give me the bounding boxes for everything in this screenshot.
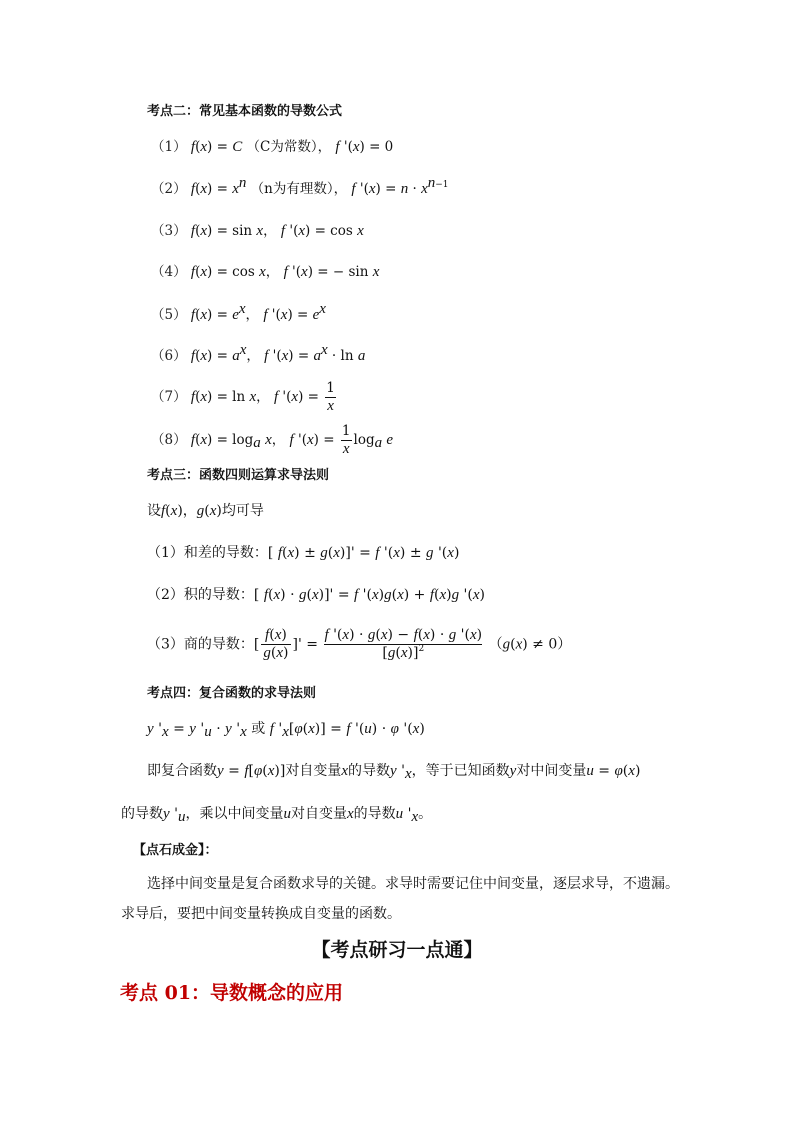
tip-text-2: 求导后，要把中间变量转换成自变量的函数。 bbox=[121, 906, 401, 922]
fraction: $\frac{1}{x}$ bbox=[341, 423, 351, 457]
formula-2: （2） $f(x) = x^n$ （n为有理数）， f '$(x) = n \cdot x^{n-1}$ bbox=[151, 175, 449, 197]
rule-label: （2）积的导数： bbox=[147, 587, 254, 603]
formula-7: （7） f(x) = ln x， f '(x) = $\frac{1}{x}$ bbox=[151, 380, 335, 414]
formula-number: （7） bbox=[151, 389, 187, 405]
formula-number: （4） bbox=[151, 264, 187, 280]
fraction: $\frac{f(x)}{g(x)}$ bbox=[263, 627, 289, 661]
text: 或 bbox=[251, 721, 266, 737]
text: （ bbox=[488, 636, 503, 653]
formula-note: ， bbox=[271, 432, 286, 448]
formula-note: （C为常数）， bbox=[246, 139, 332, 155]
formula-4: （4） f(x) = cos x， f '(x) = − sin x bbox=[151, 264, 380, 280]
text: 的导数 bbox=[121, 806, 163, 822]
heading-composite-rule: 考点四：复合函数的求导法则 bbox=[147, 686, 317, 701]
formula-1: （1） f(x) = C （C为常数）， f '(x) = 0 bbox=[151, 139, 394, 155]
formula-note: ， bbox=[256, 389, 270, 405]
tip-text-1: 选择中间变量是复合函数求导的关键。求导时需要记住中间变量，逐层求导，不遗漏。 bbox=[147, 876, 679, 892]
text: 。 bbox=[418, 806, 433, 822]
formula-number: （1） bbox=[151, 139, 187, 155]
formula-number: （8） bbox=[151, 432, 187, 448]
rules-intro: 设f(x)，g(x)均可导 bbox=[147, 503, 264, 519]
formula-note: ， bbox=[263, 223, 277, 239]
section-title: 【考点研习一点通】 bbox=[311, 939, 483, 961]
fraction: $\frac{1}{x}$ bbox=[326, 380, 335, 414]
formula-number: （3） bbox=[151, 223, 187, 239]
text: 即复合函数 bbox=[147, 763, 217, 779]
formula-number: （6） bbox=[151, 348, 187, 364]
text: 对自变量 bbox=[290, 806, 347, 822]
text: ，乘以中间变量 bbox=[185, 806, 284, 822]
text: ） bbox=[557, 636, 572, 653]
formula-note: （n为有理数）， bbox=[250, 181, 348, 197]
formula-8: （8） $f(x) = \log_a x$， f '(x) = $\frac{1}{x}$ $\log_a e$ bbox=[151, 423, 394, 457]
formula-3: （3） f(x) = sin x， f '(x) = cos x bbox=[151, 223, 364, 239]
formula-note: ， bbox=[265, 264, 280, 280]
formula-5: （5） $f(x) = e^x$， f '$(x) = e^x$ bbox=[151, 301, 326, 323]
heading-arithmetic-rules: 考点三：函数四则运算求导法则 bbox=[147, 468, 330, 483]
rule-product: （2）积的导数：[ f(x) · g(x)]' = f '(x)g(x) + f(x)g '(x) bbox=[147, 587, 486, 603]
rule-quotient: （3）商的导数：[ $\frac{f(x)}{g(x)}$ ]' = $\frac{f '(x) \cdot g(x) - f(x) \cdot g '(x)}{[g(x)]^2}$ （g(x) ≠ 0） bbox=[147, 627, 572, 661]
text: 的导数 bbox=[353, 806, 396, 822]
text: ， bbox=[182, 503, 197, 519]
text: 设 bbox=[147, 503, 161, 519]
formula-number: （2） bbox=[151, 181, 187, 197]
formula-note: ， bbox=[245, 307, 260, 323]
formula-note: ， bbox=[246, 348, 260, 364]
topic-title: 考点 01：导数概念的应用 bbox=[120, 982, 344, 1004]
composite-explain-1: 即复合函数y = f[φ(x)]对自变量x的导数y '$_x$，等于已知函数y对中间变量u = φ(x) bbox=[147, 763, 641, 782]
text: ，等于已知函数 bbox=[411, 763, 510, 779]
text: 均可导 bbox=[221, 503, 264, 519]
rule-label: （1）和差的导数： bbox=[147, 545, 268, 561]
heading-derivative-formulas: 考点二：常见基本函数的导数公式 bbox=[147, 104, 343, 119]
fraction: $\frac{f '(x) \cdot g(x) - f(x) \cdot g '(x)}{[g(x)]^2}$ bbox=[324, 627, 483, 661]
formula-6: （6） $f(x) = a^x$， f '$(x) = a^x \cdot \ln a$ bbox=[151, 342, 366, 364]
composite-explain-2: 的导数y '$_u$，乘以中间变量u对自变量x的导数u '$_x$。 bbox=[121, 806, 433, 825]
rule-label: （3）商的导数： bbox=[147, 636, 254, 653]
text: 的导数 bbox=[348, 763, 391, 779]
tip-heading: 【点石成金】： bbox=[133, 843, 218, 858]
formula-number: （5） bbox=[151, 307, 187, 323]
rule-sum: （1）和差的导数：[ f(x) ± g(x)]' = f '(x) ± g '(x) bbox=[147, 545, 460, 561]
text: 对中间变量 bbox=[516, 763, 587, 779]
text: 对自变量 bbox=[285, 763, 342, 779]
composite-formula: y '$_x = y$ '$_u \cdot y$ '$_x$ 或 f '$_x[\varphi(x)] = f$ '(u) · φ '(x) bbox=[147, 721, 425, 740]
